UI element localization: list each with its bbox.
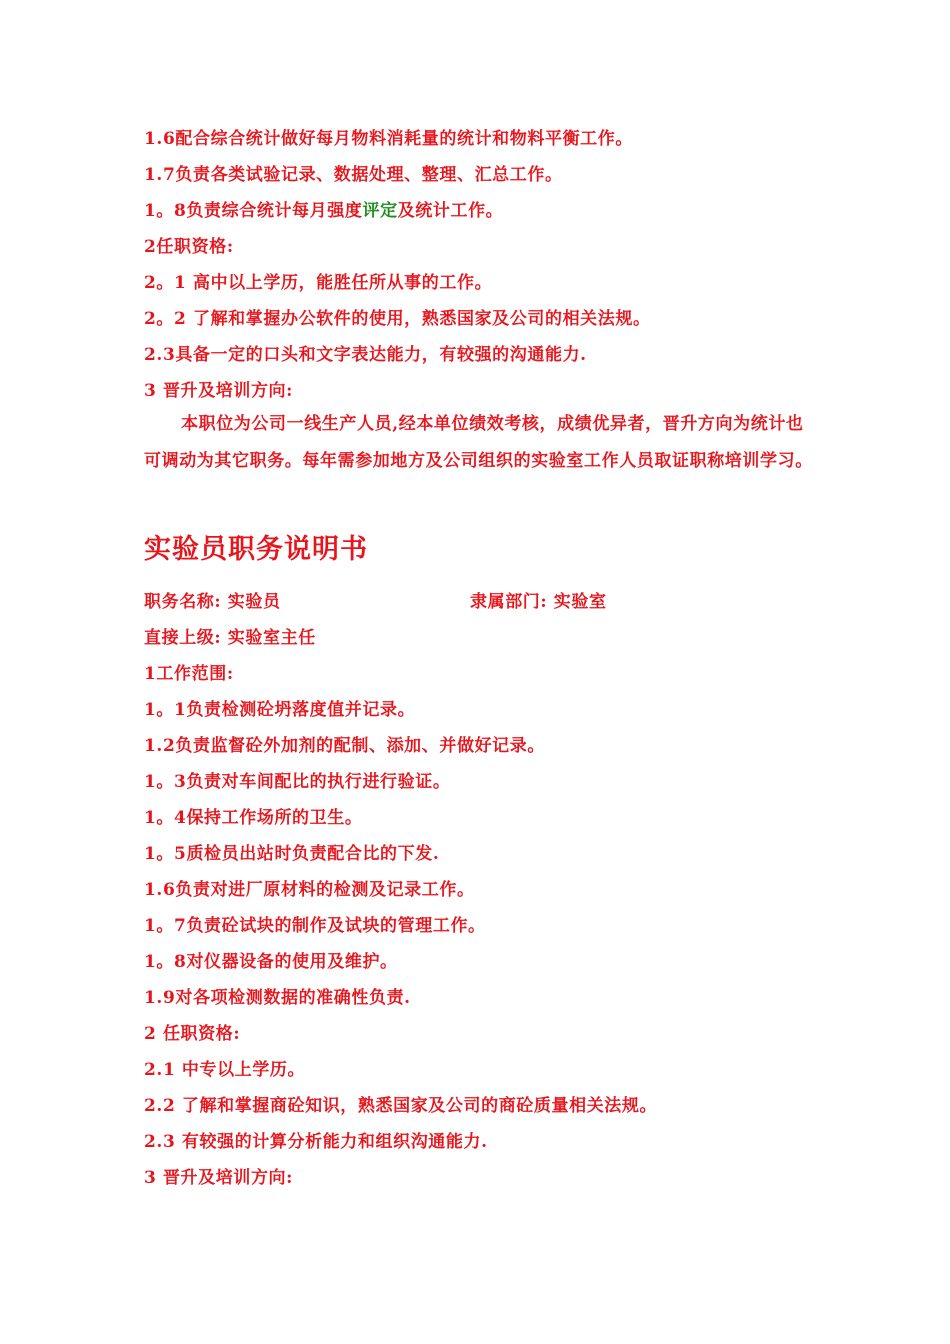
scope-line-1-6: 1.6负责对进厂原材料的检测及记录工作。 [144,880,475,900]
duty-line-1-7: 1.7负责各类试验记录、数据处理、整理、汇总工作。 [144,165,563,185]
scope-line-1-4: 1。4保持工作场所的卫生。 [144,808,363,828]
duty-line-1-8-part-b: 及统计工作。 [397,201,504,221]
department: 隶属部门: 实验室 [470,592,607,612]
scope-line-1-8: 1。8对仪器设备的使用及维护。 [144,952,398,972]
scope-line-1-1: 1。1负责检测砼坍落度值并记录。 [144,700,416,720]
promotion-heading: 3 晋升及培训方向: [144,381,294,401]
section-qualification-2-2: 2.2 了解和掌握商砼知识，熟悉国家及公司的商砼质量相关法规。 [144,1096,658,1116]
qualification-line-2-1: 2。1 高中以上学历，能胜任所从事的工作。 [144,273,493,293]
promotion-paragraph: 本职位为公司一线生产人员,经本单位绩效考核，成绩优异者，晋升方向为统计也可调动为其它职务。每年需参加地方及公司组织的实验室工作人员取证职称培训学习。 [144,414,813,471]
scope-line-1-2: 1.2负责监督砼外加剂的配制、添加、并做好记录。 [144,736,545,756]
section-qualification-heading: 2 任职资格: [144,1024,241,1044]
qualification-line-2-3: 2.3具备一定的口头和文字表达能力，有较强的沟通能力. [144,345,587,365]
scope-line-1-5: 1。5质检员出站时负责配合比的下发. [144,844,440,864]
section-qualification-2-3: 2.3 有较强的计算分析能力和组织沟通能力. [144,1132,488,1152]
scope-line-1-3: 1。3负责对车间配比的执行进行验证。 [144,772,451,792]
duty-line-1-8 [144,200,503,222]
section-promotion-heading: 3 晋升及培训方向: [144,1168,294,1188]
qualification-heading: 2任职资格: [144,237,234,257]
position-name: 职务名称: 实验员 [144,592,281,612]
duty-line-1-8-part-a: 1。8负责综合统计每月强度 [144,201,363,221]
duty-line-1-6: 1.6配合综合统计做好每月物料消耗量的统计和物料平衡工作。 [144,129,633,149]
scope-line-1-7: 1。7负责砼试块的制作及试块的管理工作。 [144,916,486,936]
section-qualification-2-1: 2.1 中专以上学历。 [144,1060,306,1080]
work-scope-heading: 1工作范围: [144,664,234,684]
highlighted-word: 评定 [362,201,398,221]
scope-line-1-9: 1.9对各项检测数据的准确性负责. [144,988,411,1008]
section-title: 实验员职务说明书 [144,534,368,565]
direct-supervisor: 直接上级: 实验室主任 [144,628,316,648]
qualification-line-2-2: 2。2 了解和掌握办公软件的使用，熟悉国家及公司的相关法规。 [144,309,651,329]
